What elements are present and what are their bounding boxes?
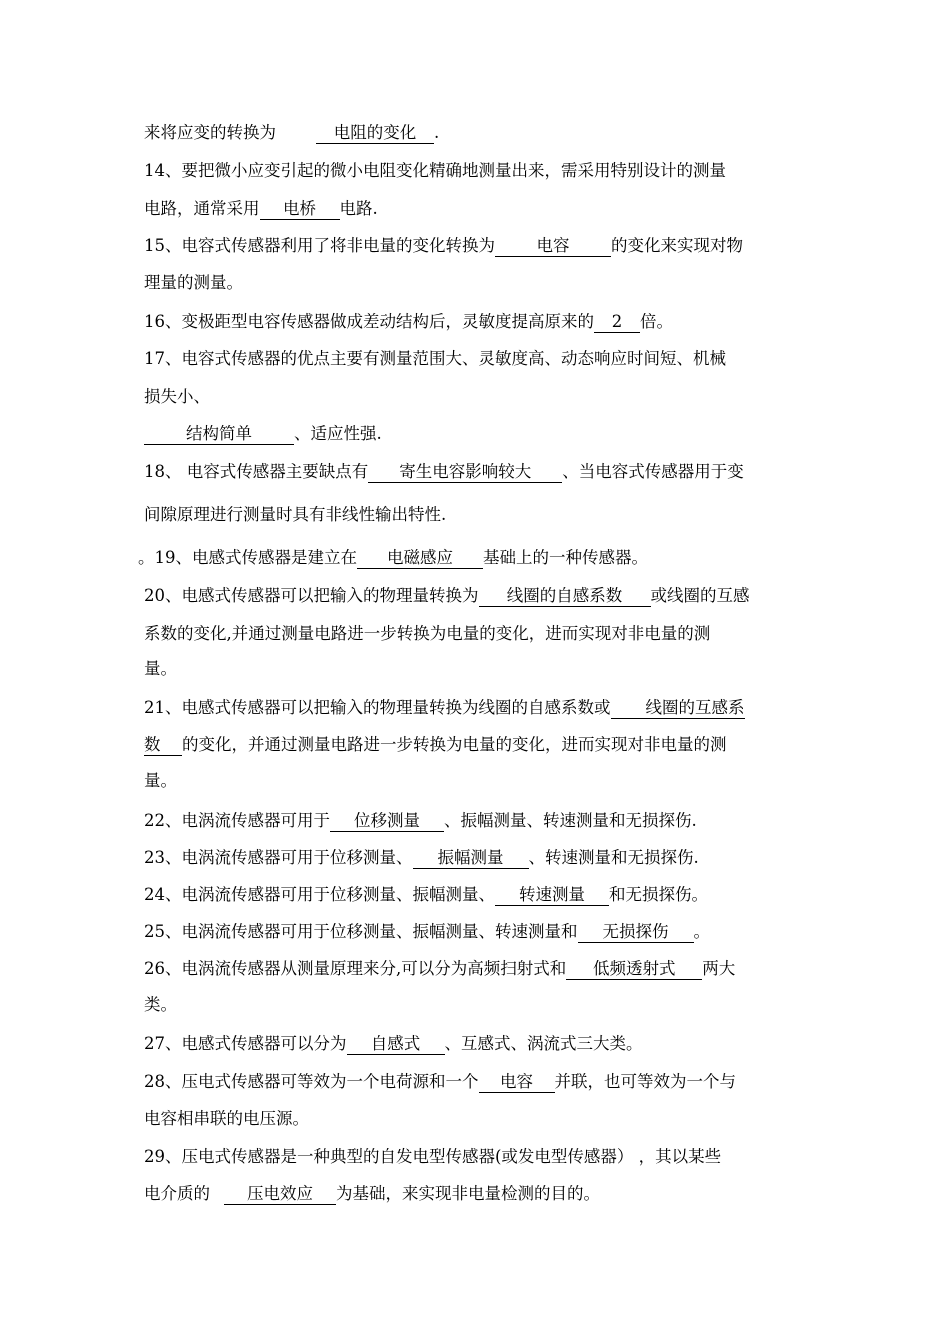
- q29-line-1: 29、压电式传感器是一种典型的自发电型传感器(或发电型传感器） ，其以某些: [144, 1147, 722, 1166]
- q19-text: 。19、电感式传感器是建立在: [138, 548, 357, 567]
- q28-line-1: [144, 1070, 736, 1094]
- q21-post: 的变化，并通过测量电路进一步转换为电量的变化，进而实现对非电量的测: [182, 735, 727, 754]
- q16-line: [144, 310, 673, 334]
- q20-line-1: [144, 584, 750, 608]
- q21-line-2: [144, 733, 727, 757]
- q29-text: 电介质的: [144, 1184, 210, 1203]
- q13-post: .: [434, 123, 440, 142]
- q27-answer: 自感式: [347, 1034, 445, 1055]
- q14-text: 电路，通常采用: [144, 199, 260, 218]
- q18-line-2: 间隙原理进行测量时具有非线性输出特性.: [144, 505, 447, 524]
- q23-line: [144, 846, 699, 870]
- q22-post: 、振幅测量、转速测量和无损探伤.: [444, 811, 697, 830]
- q18-line-1: [144, 460, 744, 484]
- q17-post: 、适应性强.: [294, 424, 382, 443]
- q16-answer: 2: [594, 312, 640, 333]
- q14-line-1: 14、要把微小应变引起的微小电阻变化精确地测量出来，需采用特别设计的测量: [144, 161, 726, 180]
- q21-answer-part-2: 数: [144, 735, 182, 756]
- q20-answer: 线圈的自感系数: [479, 586, 651, 607]
- q16-post: 倍。: [640, 312, 673, 331]
- q15-line-1: [144, 234, 743, 258]
- q14-post: 电路.: [339, 199, 378, 218]
- q19-answer: 电磁感应: [357, 548, 483, 569]
- q13-line: [144, 121, 439, 145]
- q25-post: 。: [693, 922, 710, 941]
- q26-line-2: 类。: [144, 995, 177, 1014]
- q15-line-2: 理量的测量。: [144, 273, 243, 292]
- q27-line: [144, 1032, 643, 1056]
- q14-answer: 电桥: [260, 199, 340, 220]
- q21-text: 21、电感式传感器可以把输入的物理量转换为线圈的自感系数或: [144, 698, 611, 717]
- q24-answer: 转速测量: [495, 885, 609, 906]
- q24-line: [144, 883, 708, 907]
- q28-answer: 电容: [479, 1072, 555, 1093]
- q24-text: 24、电涡流传感器可用于位移测量、振幅测量、: [144, 885, 495, 904]
- q15-text: 15、电容式传感器利用了将非电量的变化转换为: [144, 236, 495, 255]
- q17-answer: 结构简单: [144, 424, 294, 445]
- q18-text: 18、 电容式传感器主要缺点有: [144, 462, 369, 481]
- q21-line-3: 量。: [144, 771, 177, 790]
- q26-line-1: [144, 957, 735, 981]
- q28-text: 28、压电式传感器可等效为一个电荷源和一个: [144, 1072, 479, 1091]
- q25-line: [144, 920, 710, 944]
- q24-post: 和无损探伤。: [609, 885, 708, 904]
- q23-answer: 振幅测量: [413, 848, 529, 869]
- q27-text: 27、电感式传感器可以分为: [144, 1034, 347, 1053]
- q20-line-2: 系数的变化,并通过测量电路进一步转换为电量的变化，进而实现对非电量的测: [144, 624, 711, 643]
- q17-line-2: 损失小、: [144, 387, 210, 406]
- q22-line: [144, 809, 697, 833]
- q25-text: 25、电涡流传感器可用于位移测量、振幅测量、转速测量和: [144, 922, 578, 941]
- q21-line-1: [144, 696, 745, 720]
- q27-post: 、互感式、涡流式三大类。: [444, 1034, 643, 1053]
- q18-post: 、当电容式传感器用于变: [562, 462, 744, 481]
- q26-answer: 低频透射式: [566, 959, 702, 980]
- q16-text: 16、变极距型电容传感器做成差动结构后，灵敏度提高原来的: [144, 312, 594, 331]
- q21-answer-part-1: 线圈的互感系: [611, 698, 745, 719]
- q20-post: 或线圈的互感: [650, 586, 750, 605]
- q28-post: 并联，也可等效为一个与: [554, 1072, 736, 1091]
- q29-post: 为基础，来实现非电量检测的目的。: [336, 1184, 600, 1203]
- q20-line-3: 量。: [144, 659, 177, 678]
- q17-line-1: 17、电容式传感器的优点主要有测量范围大、灵敏度高、动态响应时间短、机械: [144, 349, 726, 368]
- q15-answer: 电容: [495, 236, 611, 257]
- q26-post: 两大: [702, 959, 736, 978]
- q25-answer: 无损探伤: [578, 922, 694, 943]
- q19-line: [138, 546, 648, 570]
- q29-line-2: [144, 1182, 600, 1206]
- q15-post: 的变化来实现对物: [611, 236, 743, 255]
- q19-post: 基础上的一种传感器。: [483, 548, 648, 567]
- q22-answer: 位移测量: [330, 811, 444, 832]
- q29-answer: 压电效应: [224, 1184, 336, 1205]
- q20-text: 20、电感式传感器可以把输入的物理量转换为: [144, 586, 479, 605]
- q14-line-2: [144, 197, 378, 221]
- q22-text: 22、电涡流传感器可用于: [144, 811, 330, 830]
- q23-text: 23、电涡流传感器可用于位移测量、: [144, 848, 413, 867]
- q23-post: 、转速测量和无损探伤.: [528, 848, 699, 867]
- q28-line-2: 电容相串联的电压源。: [144, 1109, 309, 1128]
- q18-answer: 寄生电容影响较大: [368, 462, 562, 483]
- q17-line-3: [144, 422, 382, 446]
- q13-text: 来将应变的转换为: [144, 123, 276, 142]
- q13-answer: 电阻的变化: [316, 123, 434, 144]
- q26-text: 26、电涡流传感器从测量原理来分,可以分为高频扫射式和: [144, 959, 567, 978]
